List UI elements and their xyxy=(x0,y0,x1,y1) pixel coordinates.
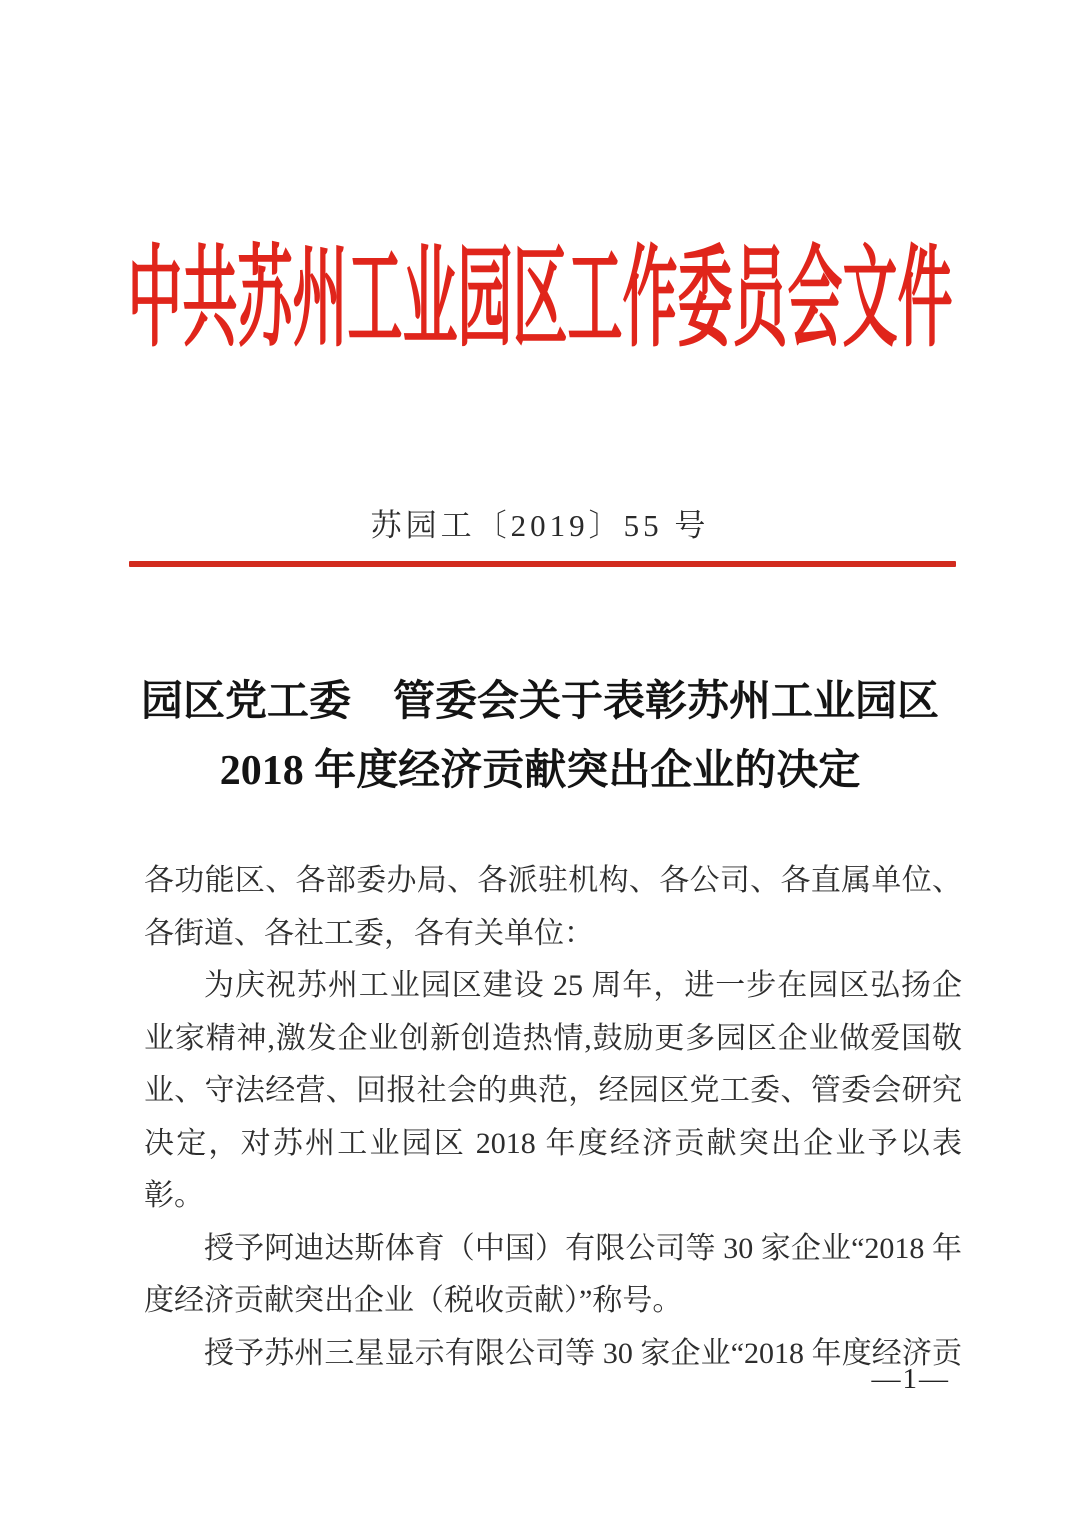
body-paragraph: 授予阿迪达斯体育（中国）有限公司等 30 家企业“2018 年度经济贡献突出企业（税收贡献）”称号。 xyxy=(144,1231,962,1317)
addressee-paragraph: 各功能区、各部委办局、各派驻机构、各公司、各直属单位、各街道、各社工委，各有关单位： xyxy=(144,864,962,950)
letterhead xyxy=(0,238,1080,360)
page-number: —1— xyxy=(871,1363,950,1395)
body-paragraph: 为庆祝苏州工业园区建设 25 周年，进一步在园区弘扬企业家精神,激发企业创新创造热情,鼓励更多园区企业做爱国敬业、守法经营、回报社会的典范，经园区党工委、管委会研究决定，对苏州工业园区 2018 年度经济贡献突出企业予以表彰。 xyxy=(144,969,962,1212)
document-title-line2: 2018 年度经济贡献突出企业的决定 xyxy=(219,748,861,794)
document-title xyxy=(0,668,1080,806)
document-body xyxy=(144,855,962,1380)
document-title-line1: 园区党工委 管委会关于表彰苏州工业园区 xyxy=(140,679,939,725)
letterhead-title: 中共苏州工业园区工作委员会文件 xyxy=(127,238,953,360)
red-divider-rule xyxy=(129,561,956,567)
body-paragraph-truncated: 授予苏州三星显示有限公司等 30 家企业“2018 年度经济贡 xyxy=(204,1336,962,1370)
document-number: 苏园工〔2019〕55 号 xyxy=(370,508,710,543)
